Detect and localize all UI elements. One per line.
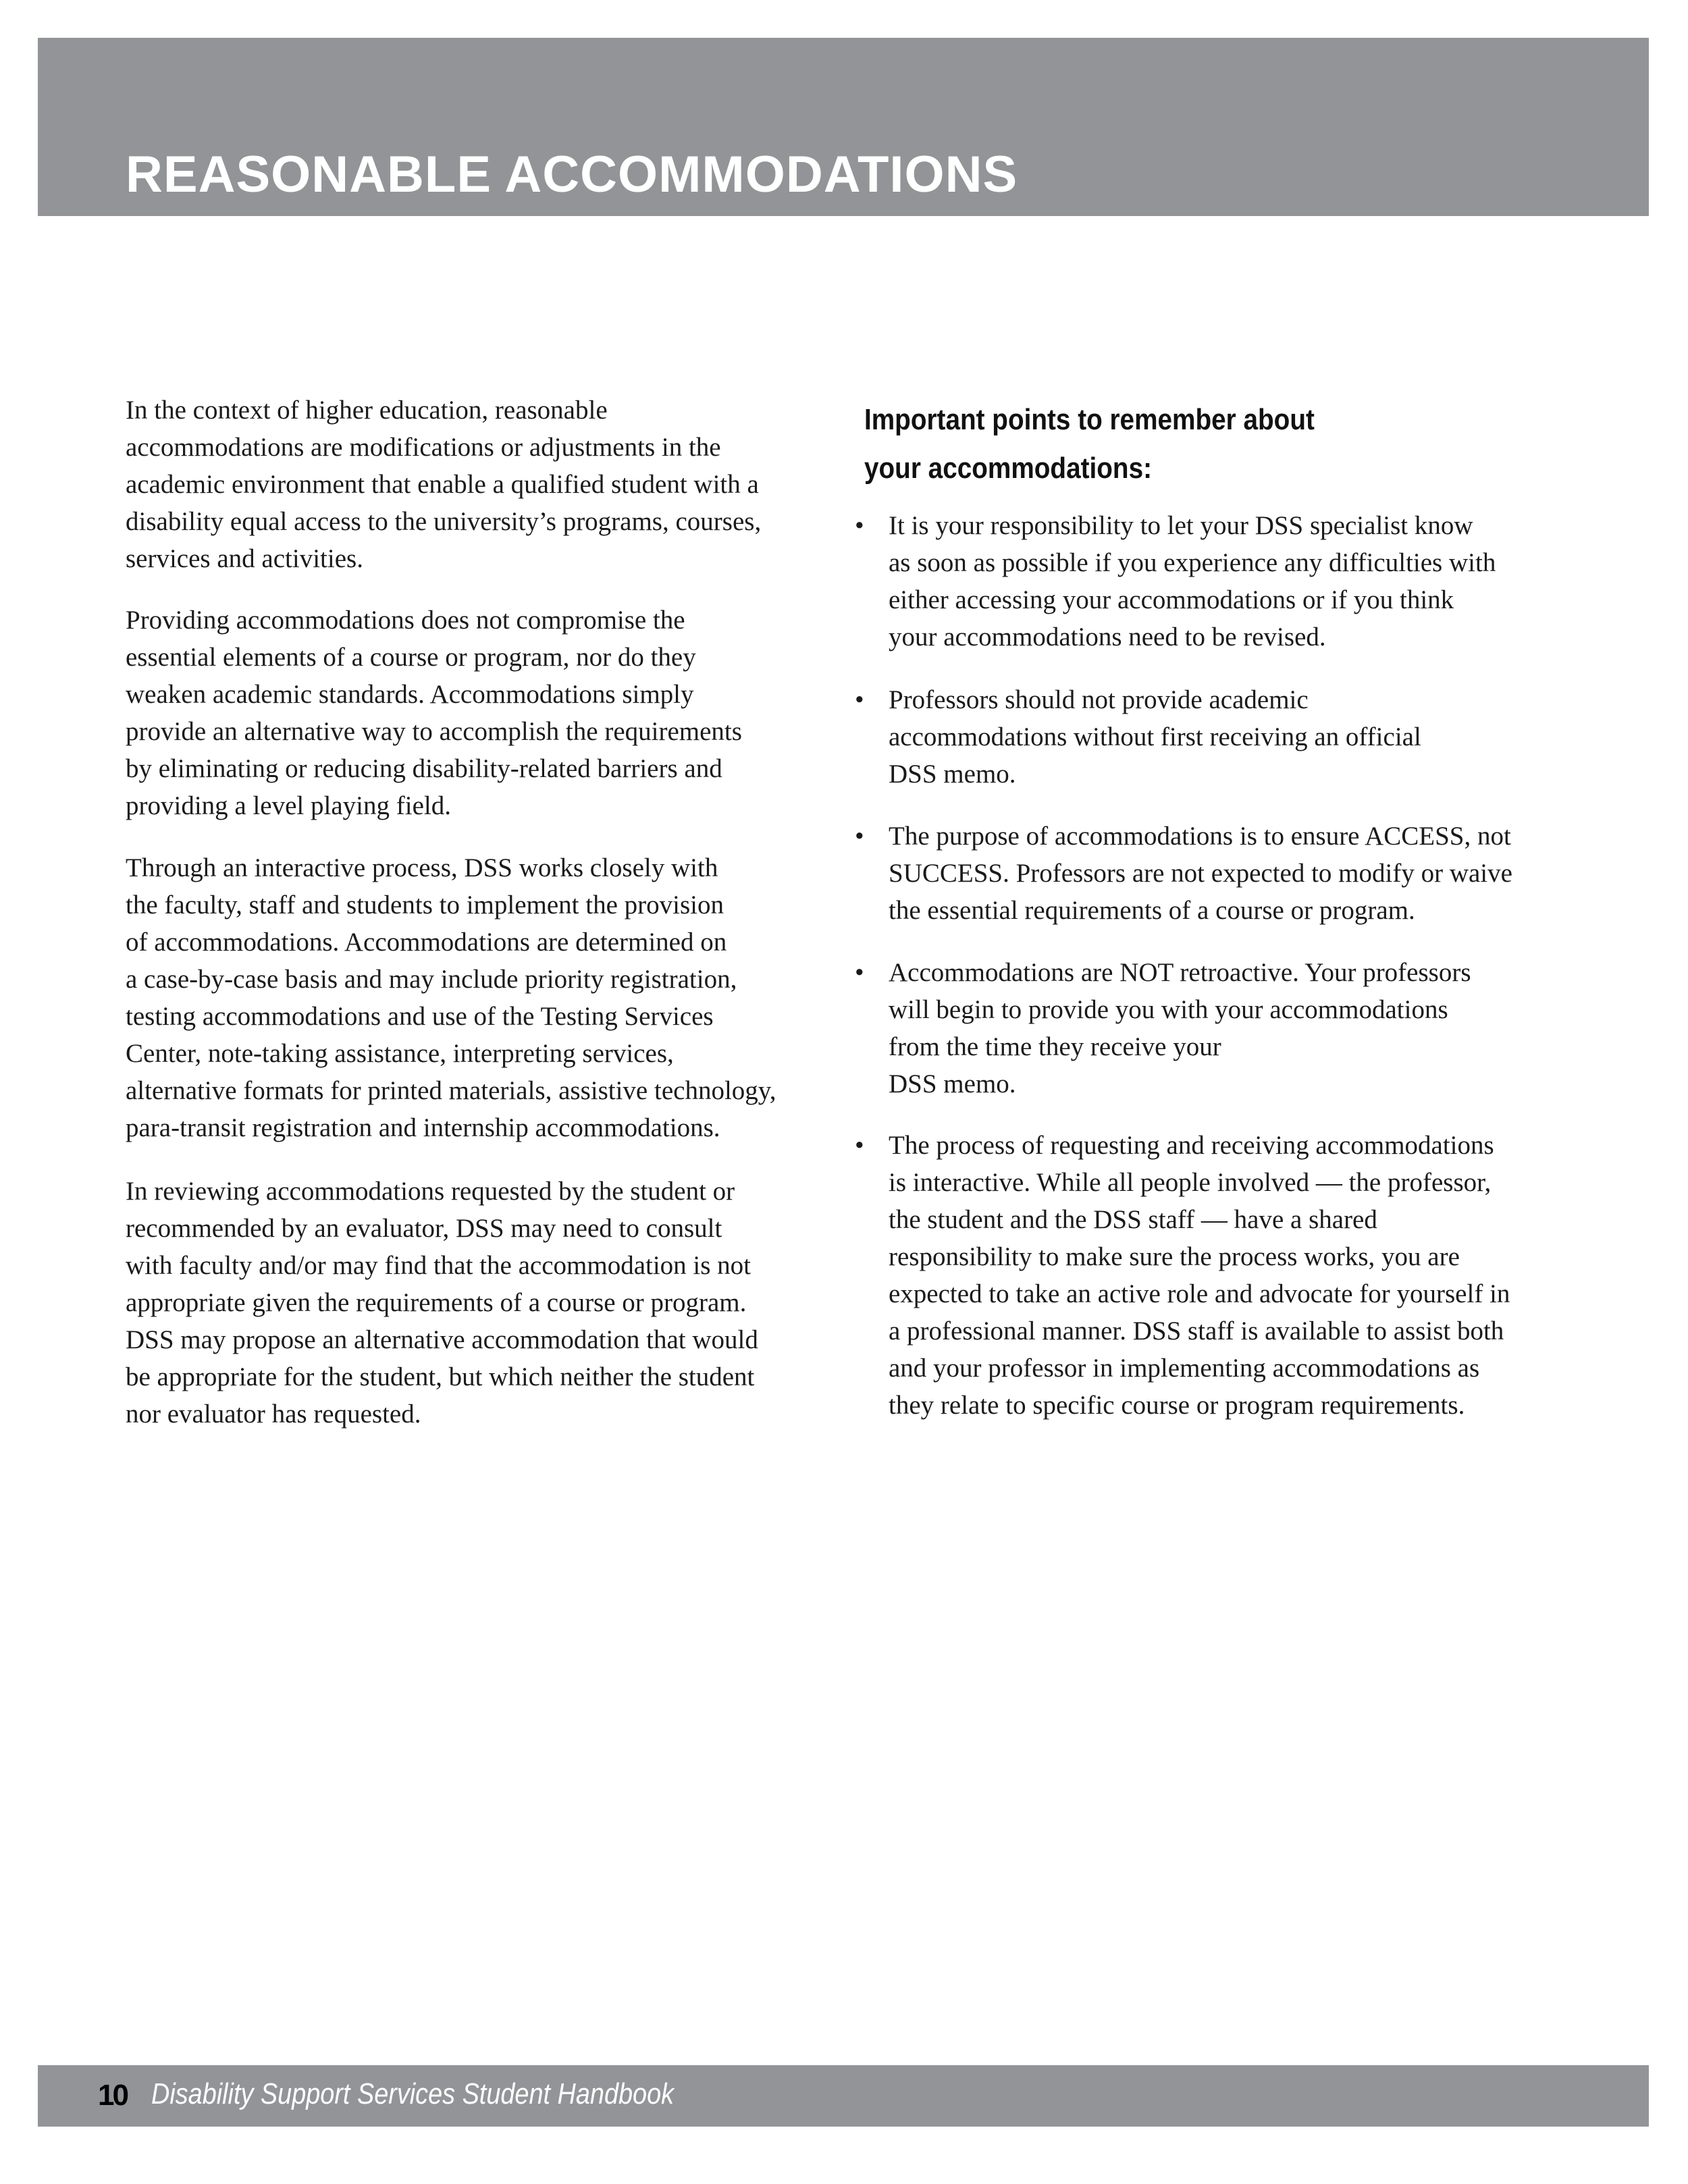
header-band bbox=[38, 38, 1649, 216]
paragraph-line: essential elements of a course or program, nor do they bbox=[126, 643, 696, 672]
bullet-line: The purpose of accommodations is to ensure ACCESS, not bbox=[889, 822, 1511, 851]
bullet-line: your accommodations need to be revised. bbox=[889, 622, 1326, 651]
bullet-icon: • bbox=[855, 685, 864, 714]
paragraph-line: by eliminating or reducing disability-related barriers and bbox=[126, 754, 722, 783]
paragraph-line: appropriate given the requirements of a course or program. bbox=[126, 1288, 747, 1317]
paragraph-line: the faculty, staff and students to implement the provision bbox=[126, 890, 724, 920]
bullet-line: accommodations without first receiving an official bbox=[889, 722, 1421, 751]
bullet-line: either accessing your accommodations or if you think bbox=[889, 585, 1454, 614]
paragraph-line: weaken academic standards. Accommodations simply bbox=[126, 680, 694, 709]
bullet-icon: • bbox=[855, 822, 864, 851]
bullet-line: from the time they receive your bbox=[889, 1032, 1221, 1061]
paragraph-line: In the context of higher education, reasonable bbox=[126, 396, 608, 425]
bullet-icon: • bbox=[855, 958, 864, 987]
bullet-line: a professional manner. DSS staff is available to assist both bbox=[889, 1316, 1504, 1346]
paragraph-line: nor evaluator has requested. bbox=[126, 1400, 421, 1429]
paragraph-line: providing a level playing field. bbox=[126, 791, 451, 820]
bullet-line: responsibility to make sure the process works, you are bbox=[889, 1242, 1460, 1271]
paragraph-line: Through an interactive process, DSS works closely with bbox=[126, 853, 718, 882]
bullet-line: will begin to provide you with your accommodations bbox=[889, 995, 1448, 1024]
paragraph-line: of accommodations. Accommodations are determined on bbox=[126, 928, 727, 957]
paragraph-line: accommodations are modifications or adjustments in the bbox=[126, 433, 721, 462]
paragraph bbox=[126, 392, 761, 577]
bullet-line: SUCCESS. Professors are not expected to modify or waive bbox=[889, 859, 1512, 888]
bullet-line: The process of requesting and receiving accommodations bbox=[889, 1131, 1494, 1160]
bullet-line: It is your responsibility to let your DSS specialist know bbox=[889, 511, 1473, 540]
paragraph-line: DSS may propose an alternative accommodation that would bbox=[126, 1325, 758, 1354]
paragraph-line: Providing accommodations does not compromise the bbox=[126, 606, 685, 635]
paragraph-line: a case-by-case basis and may include priority registration, bbox=[126, 965, 737, 994]
paragraph-line: provide an alternative way to accomplish the requirements bbox=[126, 717, 742, 746]
bullet-line: the student and the DSS staff — have a shared bbox=[889, 1205, 1377, 1234]
paragraph-line: In reviewing accommodations requested by the student or bbox=[126, 1177, 735, 1206]
paragraph-line: testing accommodations and use of the Testing Services bbox=[126, 1002, 714, 1031]
paragraph-line: disability equal access to the university’s programs, courses, bbox=[126, 507, 762, 536]
paragraph-line: with faculty and/or may find that the accommodation is not bbox=[126, 1251, 751, 1280]
bullet-line: the essential requirements of a course or program. bbox=[889, 896, 1415, 925]
paragraph-line: recommended by an evaluator, DSS may need to consult bbox=[126, 1214, 722, 1243]
points-heading bbox=[864, 396, 1315, 493]
page-title: REASONABLE ACCOMMODATIONS bbox=[126, 146, 1018, 203]
paragraph bbox=[126, 849, 776, 1146]
bullet-line: expected to take an active role and advocate for yourself in bbox=[889, 1279, 1510, 1308]
paragraph bbox=[126, 602, 742, 824]
paragraph-line: Center, note-taking assistance, interpreting services, bbox=[126, 1039, 674, 1068]
bullet-line: as soon as possible if you experience any difficulties with bbox=[889, 548, 1496, 577]
bullet-line: Accommodations are NOT retroactive. Your professors bbox=[889, 958, 1471, 987]
paragraph bbox=[126, 1173, 758, 1433]
paragraph-line: alternative formats for printed materials, assistive technology, bbox=[126, 1076, 776, 1105]
bullet-icon: • bbox=[855, 1131, 864, 1160]
heading-line: your accommodations: bbox=[864, 452, 1153, 485]
bullet-icon: • bbox=[855, 511, 864, 540]
bullet-line: DSS memo. bbox=[889, 1069, 1016, 1098]
bullet-line: they relate to specific course or program requirements. bbox=[889, 1391, 1465, 1420]
bullet-line: Professors should not provide academic bbox=[889, 685, 1309, 714]
footer-title: Disability Support Services Student Handbook bbox=[151, 2077, 675, 2110]
bullet-line: is interactive. While all people involved — the professor, bbox=[889, 1168, 1492, 1197]
paragraph-line: services and activities. bbox=[126, 544, 363, 573]
page-number: 10 bbox=[98, 2079, 127, 2112]
paragraph-line: para-transit registration and internship accommodations. bbox=[126, 1113, 720, 1142]
footer-band bbox=[38, 2065, 1649, 2127]
bullet-line: and your professor in implementing accommodations as bbox=[889, 1354, 1480, 1383]
heading-line: Important points to remember about bbox=[864, 403, 1315, 436]
bullet-line: DSS memo. bbox=[889, 760, 1016, 789]
paragraph-line: be appropriate for the student, but which neither the student bbox=[126, 1362, 755, 1391]
paragraph-line: academic environment that enable a qualified student with a bbox=[126, 470, 759, 499]
